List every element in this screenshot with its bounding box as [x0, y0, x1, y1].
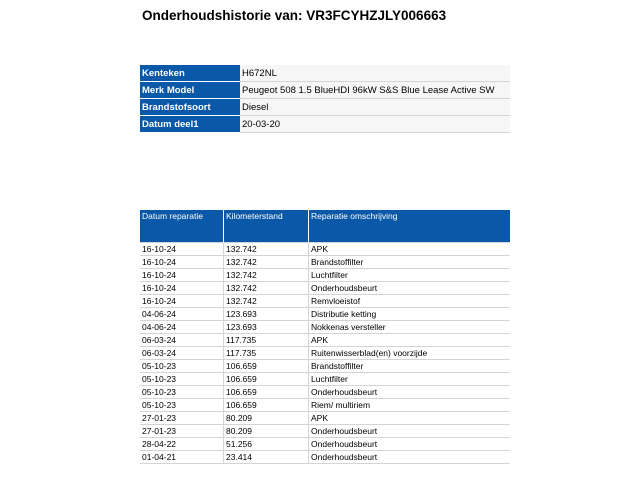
table-row	[140, 360, 510, 373]
cell-description: Remvloeistof	[309, 295, 511, 308]
info-label: Kenteken	[140, 65, 240, 82]
table-row	[140, 243, 510, 256]
table-row	[140, 269, 510, 282]
table-row	[140, 347, 510, 360]
table-row	[140, 451, 510, 464]
cell-km: 132.742	[224, 282, 309, 295]
cell-date: 16-10-24	[140, 256, 224, 269]
column-header-km: Kilometerstand	[224, 210, 309, 243]
cell-km: 106.659	[224, 360, 309, 373]
cell-km: 106.659	[224, 373, 309, 386]
table-row	[140, 282, 510, 295]
info-value: 20-03-20	[240, 116, 510, 133]
cell-km: 132.742	[224, 243, 309, 256]
cell-km: 132.742	[224, 295, 309, 308]
cell-km: 123.693	[224, 308, 309, 321]
table-row	[140, 308, 510, 321]
cell-description: Onderhoudsbeurt	[309, 438, 511, 451]
table-row	[140, 295, 510, 308]
table-row	[140, 321, 510, 334]
info-value: H672NL	[240, 65, 510, 82]
cell-description: Onderhoudsbeurt	[309, 425, 511, 438]
table-row	[140, 412, 510, 425]
cell-date: 05-10-23	[140, 386, 224, 399]
history-header-row	[140, 210, 510, 243]
cell-date: 27-01-23	[140, 425, 224, 438]
table-row	[140, 438, 510, 451]
cell-km: 106.659	[224, 399, 309, 412]
cell-km: 132.742	[224, 256, 309, 269]
cell-description: Onderhoudsbeurt	[309, 451, 511, 464]
column-header-description: Reparatie omschrijving	[309, 210, 511, 243]
cell-date: 06-03-24	[140, 334, 224, 347]
cell-date: 16-10-24	[140, 295, 224, 308]
cell-date: 05-10-23	[140, 373, 224, 386]
table-row	[140, 334, 510, 347]
info-value: Diesel	[240, 99, 510, 116]
history-body	[140, 243, 510, 464]
maintenance-history-table	[140, 210, 510, 464]
cell-date: 16-10-24	[140, 282, 224, 295]
cell-description: Onderhoudsbeurt	[309, 282, 511, 295]
cell-description: APK	[309, 243, 511, 256]
cell-description: Distributie ketting	[309, 308, 511, 321]
cell-description: Nokkenas versteller	[309, 321, 511, 334]
cell-km: 23.414	[224, 451, 309, 464]
info-row-brandstofsoort	[140, 99, 510, 116]
cell-description: Onderhoudsbeurt	[309, 386, 511, 399]
cell-date: 16-10-24	[140, 269, 224, 282]
cell-km: 123.693	[224, 321, 309, 334]
cell-km: 106.659	[224, 386, 309, 399]
cell-description: Luchtfilter	[309, 373, 511, 386]
table-row	[140, 399, 510, 412]
table-row	[140, 386, 510, 399]
cell-date: 28-04-22	[140, 438, 224, 451]
info-row-merk-model	[140, 82, 510, 99]
table-row	[140, 256, 510, 269]
cell-date: 05-10-23	[140, 399, 224, 412]
page-title: Onderhoudshistorie van: VR3FCYHZJLY006663	[142, 8, 447, 23]
cell-description: Luchtfilter	[309, 269, 511, 282]
cell-km: 80.209	[224, 412, 309, 425]
cell-date: 01-04-21	[140, 451, 224, 464]
cell-km: 80.209	[224, 425, 309, 438]
cell-description: APK	[309, 334, 511, 347]
cell-km: 117.735	[224, 334, 309, 347]
cell-km: 132.742	[224, 269, 309, 282]
cell-date: 05-10-23	[140, 360, 224, 373]
info-label: Datum deel1	[140, 116, 240, 133]
cell-description: Brandstoffilter	[309, 360, 511, 373]
info-label: Merk Model	[140, 82, 240, 99]
info-value: Peugeot 508 1.5 BlueHDI 96kW S&S Blue Lease Active SW	[240, 82, 510, 99]
cell-km: 51.256	[224, 438, 309, 451]
cell-date: 06-03-24	[140, 347, 224, 360]
table-row	[140, 373, 510, 386]
info-row-kenteken	[140, 65, 510, 82]
cell-description: Brandstoffilter	[309, 256, 511, 269]
cell-date: 04-06-24	[140, 308, 224, 321]
info-label: Brandstofsoort	[140, 99, 240, 116]
cell-date: 16-10-24	[140, 243, 224, 256]
table-row	[140, 425, 510, 438]
cell-km: 117.735	[224, 347, 309, 360]
info-row-datum-deel1	[140, 116, 510, 133]
column-header-date: Datum reparatie	[140, 210, 224, 243]
cell-date: 27-01-23	[140, 412, 224, 425]
vehicle-info-table	[140, 65, 510, 133]
cell-date: 04-06-24	[140, 321, 224, 334]
cell-description: Ruitenwisserblad(en) voorzijde	[309, 347, 511, 360]
cell-description: APK	[309, 412, 511, 425]
cell-description: Riem/ multiriem	[309, 399, 511, 412]
